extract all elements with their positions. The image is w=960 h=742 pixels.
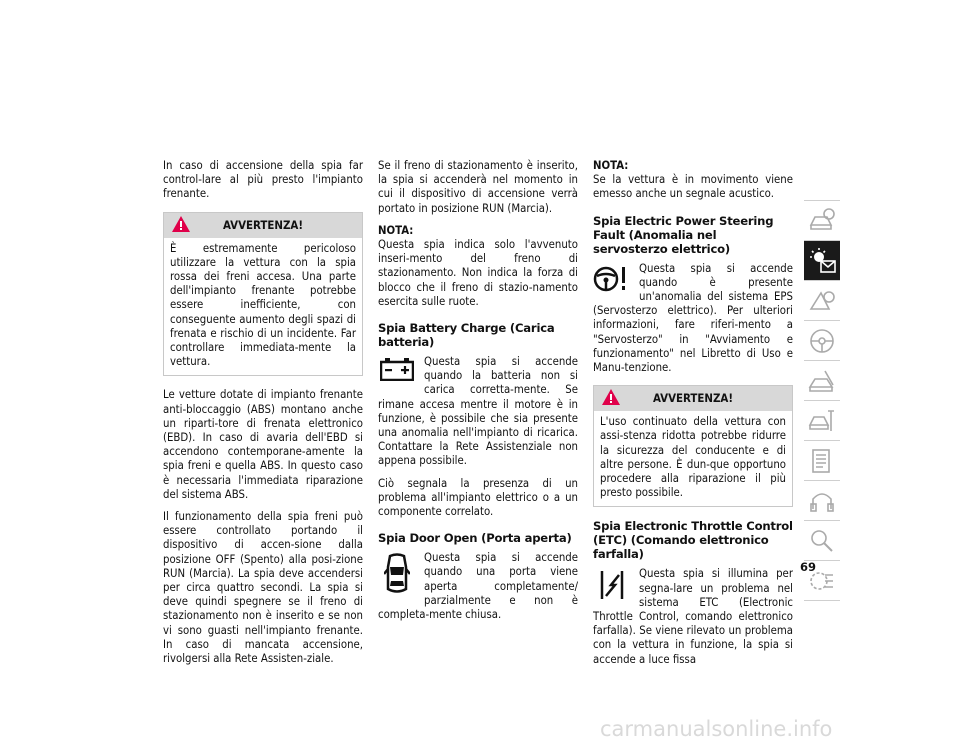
car-info-icon [807,207,837,235]
tab-emergency[interactable] [804,361,840,401]
tab-search[interactable] [804,521,840,561]
paragraph: Il funzionamento della spia freni può essere controllato portando il dispositivo di accen-sione dalla posizione OFF (Spento) alla posi-zione RUN (Marcia). La spia deve accendersi per circa quattro secondi. La spia si deve quindi spegnere se il freno di stazionamento non è inserito e se non vi sono guasti nell'impianto frenante. In caso di mancata accensione, rivolgersi alla Rete Assisten-ziale. [163,510,363,666]
door-heading: Spia Door Open (Porta aperta) [378,531,572,546]
chapter-tabs [804,200,840,601]
battery-heading: Spia Battery Charge (Carica batteria) [378,321,555,350]
warning-text: È estremamente pericoloso utilizzare la vettura con la spia rossa dei freni accesa. Una parte dell'impianto frenante potrebbe essere inefficiente, con conseguente aumento degli spazi di frenata e rischio di un incidente. Far controllare immediata-mente la vettura. [170,241,356,369]
tab-car-info[interactable] [804,200,840,241]
dashboard-lights-icon [807,247,837,275]
tab-service[interactable] [804,401,840,441]
watermark: carmanualsonline.info [600,717,833,741]
warning-box [593,385,793,507]
tab-safety[interactable] [804,281,840,321]
paragraph: Ciò segnala la presenza di un problema all'impianto elettrico o a un componente correlato. [378,476,578,519]
tab-multimedia[interactable] [804,481,840,521]
warning-title: AVVERTENZA! [222,217,303,232]
warning-triangle-icon [602,389,620,405]
door-text: Questa spia si accende quando una porta viene aperta completamente/ parzialmente e non è completa-mente chiusa. [378,551,578,622]
column-3 [593,159,793,675]
column-2 [378,159,578,630]
door-description [378,551,578,622]
etc-description [593,567,793,666]
car-service-icon [807,407,837,435]
paragraph: Se il freno di stazionamento è inserito, la spia si accenderà nel momento in cui il dispositivo di accensione verrà portato in posizione RUN (Marcia). [378,159,578,215]
safety-icon [807,287,837,315]
warning-header [594,386,792,411]
column-1 [163,159,363,674]
paragraph: Le vetture dotate di impianto frenante anti-bloccaggio (ABS) montano anche un riparti-tore di frenata elettronico (EBD). In caso di avaria dell'EBD si accendono contemporane-amente la spia freni e quella ABS. In questo caso è necessaria l'immediata riparazione del sistema ABS. [163,388,363,501]
search-icon [807,527,837,555]
door-open-icon [378,553,416,599]
paragraph: In caso di accensione della spia far control-lare al più presto l'impianto frenante. [163,159,363,201]
warning-triangle-icon [172,216,190,232]
warning-text: L'uso continuato della vettura con assi-stenza ridotta potrebbe ridurre la sicurezza del conducente e di altre persone. È dun-que opportuno procedere alla riparazione il più presto possibile. [600,415,786,500]
tab-dashboard-lights[interactable] [804,241,840,281]
steering-fault-icon [593,264,631,304]
eps-text: Questa spia si accende quando è presente un'anomalia del sistema EPS (Servosterzo elettrico). Per ulteriori informazioni, fare riferi-mento a "Servosterzo" in "Avviamento e funzionamento" nel Libretto di Uso e Manu-tenzione. [593,261,793,375]
warning-title: AVVERTENZA! [652,391,733,406]
nota-label: NOTA: [378,223,414,237]
warning-header [164,213,362,238]
nota-text: Se la vettura è in movimento viene emesso anche un segnale acustico. [593,173,793,201]
tab-specs[interactable] [804,441,840,481]
battery-icon [378,357,416,397]
nota-text: Questa spia indica solo l'avvenuto inseri-mento del freno di stazionamento. Non indica la forza di blocco che il freno di stazio-namento esercita sulle ruote. [378,238,578,308]
warning-box [163,212,363,377]
etc-heading: Spia Electronic Throttle Control (ETC) (Comando elettronico farfalla) [593,519,793,562]
page-number: 69 [800,560,817,574]
eps-description [593,262,793,376]
emergency-icon [807,367,837,395]
throttle-control-icon [593,569,631,609]
battery-text: Questa spia si accende quando la batteria non si carica corretta-mente. Se rimane accesa mentre il motore è in funzione, è possibile che sia presente una anomalia nell'impianto di ricarica. Contattare la Rete Assistenziale non appena possibile. [378,355,578,468]
tab-driving[interactable] [804,321,840,361]
specs-icon [807,447,837,475]
multimedia-icon [807,487,837,515]
etc-text: Questa spia si illumina per segna-lare un problema nel sistema ETC (Electronic Throttle Control, comando elettronico farfalla). Se viene rilevato un problema con la vettura in funzione, la spia si accende a luce fissa [593,567,793,666]
battery-description [378,355,578,469]
eps-heading: Spia Electric Power Steering Fault (Anomalia nel servosterzo elettrico) [593,213,774,256]
nota-label: NOTA: [593,159,629,172]
steering-wheel-icon [807,327,837,355]
